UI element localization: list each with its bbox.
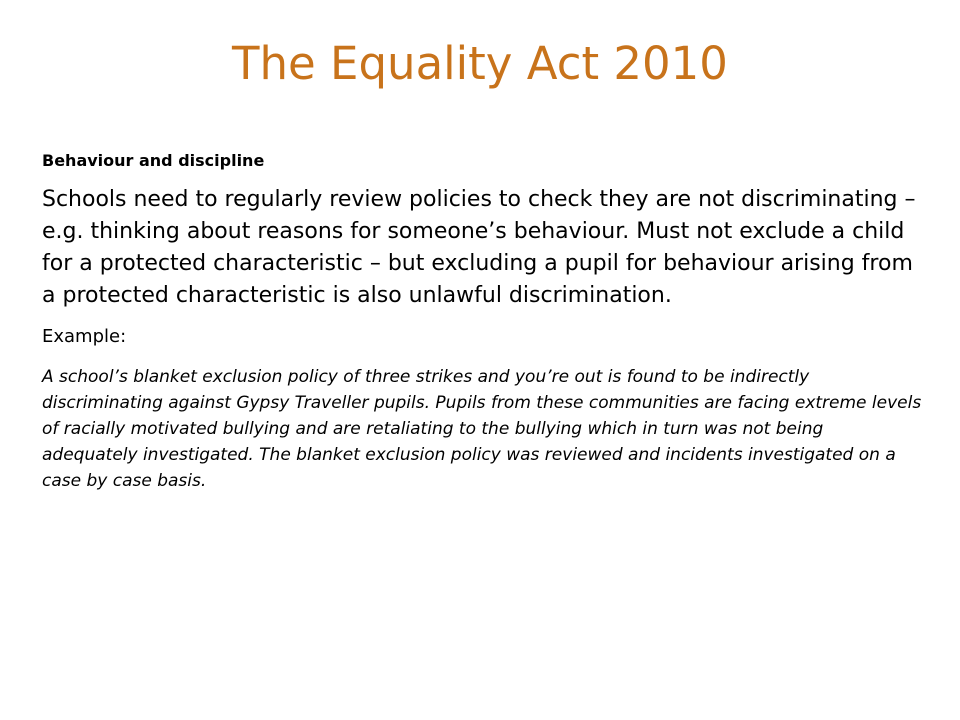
example-paragraph: A school’s blanket exclusion policy of three strikes and you’re out is found to be indirectly discriminating against Gypsy Traveller pupils. Pupils from these communities are facing extreme levels of racially motivated bullying and are retaliating to the bullying which in turn was not being adequately investigated. The blanket exclusion policy was reviewed and incidents investigated on a case by case basis. — [42, 367, 922, 491]
slide-title: The Equality Act 2010 — [232, 37, 728, 90]
body-paragraph: Schools need to regularly review policies to check they are not discriminating – e.g. thinking about reasons for someone’s behaviour. Must not exclude a child for a protected characteristic – but excluding a pupil for behaviour arising from a protected characteristic is also unlawful discrimination. — [42, 187, 916, 308]
example-label: Example: — [42, 326, 127, 347]
section-heading: Behaviour and discipline — [42, 151, 265, 170]
slide-content — [42, 148, 922, 494]
